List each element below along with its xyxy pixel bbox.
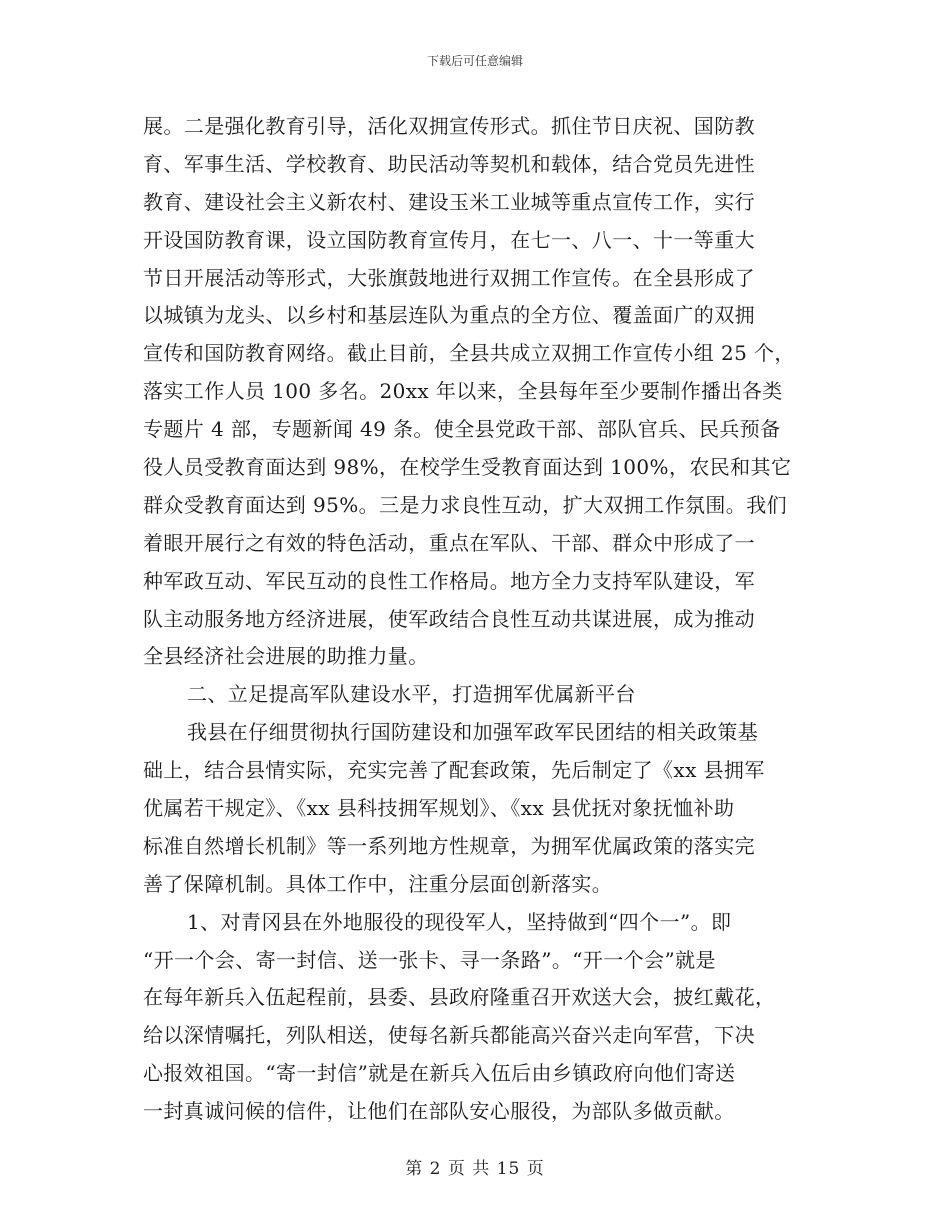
text-line: 节日开展活动等形式，大张旗鼓地进行双拥工作宣传。在全县形成了 [143, 265, 755, 290]
text-line: 二、立足提高军队建设水平，打造拥军优属新平台 [187, 682, 636, 707]
text-line: 专题片 4 部，专题新闻 49 条。使全县党政干部、部队官兵、民兵预备 [143, 417, 781, 442]
text-line: 宣传和国防教育网络。截止目前，全县共成立双拥工作宣传小组 25 个， [143, 341, 795, 366]
text-line: 善了保障机制。具体工作中，注重分层面创新落实。 [143, 871, 613, 896]
text-line: 标准自然增长机制》等一系列地方性规章，为拥军优属政策的落实完 [143, 833, 755, 858]
text-line: 给以深情嘱托，列队相送，使每名新兵都能高兴奋兴走向军营，下决 [143, 1023, 755, 1048]
text-line: 开设国防教育课，设立国防教育宣传月，在七一、八一、十一等重大 [143, 227, 755, 252]
text-line: 种军政互动、军民互动的良性工作格局。地方全力支持军队建设，军 [143, 568, 755, 593]
page-header-note: 下载后可任意编辑 [426, 54, 523, 68]
text-line: 在每年新兵入伍起程前，县委、县政府隆重召开欢送大会，披红戴花， [143, 985, 776, 1010]
text-line: “开一个会、寄一封信、送一张卡、寻一条路”。“开一个会”就是 [143, 947, 716, 972]
text-line: 础上，结合县情实际，充实完善了配套政策，先后制定了《xx 县拥军 [143, 758, 765, 783]
document-body [143, 108, 811, 1131]
text-line: 役人员受教育面达到 98%，在校学生受教育面达到 100%，农民和其它 [143, 455, 792, 480]
text-line: 群众受教育面达到 95%。三是力求良性互动，扩大双拥工作氛围。我们 [143, 492, 788, 517]
text-line: 全县经济社会进展的助推力量。 [143, 644, 429, 669]
text-line: 以城镇为龙头、以乡村和基层连队为重点的全方位、覆盖面广的双拥 [143, 303, 755, 328]
text-line: 教育、建设社会主义新农村、建设玉米工业城等重点宣传工作，实行 [143, 189, 755, 214]
text-line: 心报效祖国。“寄一封信”就是在新兵入伍后由乡镇政府向他们寄送 [143, 1061, 736, 1086]
text-line: 着眼开展行之有效的特色活动，重点在军队、干部、群众中形成了一 [143, 530, 755, 555]
text-line: 一封真诚问候的信件，让他们在部队安心服役，为部队多做贡献。 [143, 1099, 735, 1124]
text-line: 队主动服务地方经济进展，使军政结合良性互动共谋进展，成为推动 [143, 606, 755, 631]
text-line: 育、军事生活、学校教育、助民活动等契机和载体，结合党员先进性 [143, 151, 755, 176]
page-number: 第 2 页 共 15 页 [405, 1159, 545, 1179]
text-line: 展。二是强化教育引导，活化双拥宣传形式。抓住节日庆祝、国防教 [143, 114, 755, 138]
text-line: 优属若干规定》、《xx 县科技拥军规划》、《xx 县优抚对象抚恤补助 [143, 796, 735, 821]
text-line: 落实工作人员 100 多名。20xx 年以来，全县每年至少要制作播出各类 [143, 379, 783, 404]
text-line: 我县在仔细贯彻执行国防建设和加强军政军民团结的相关政策基 [187, 720, 759, 745]
text-line: 1、对青冈县在外地服役的现役军人，坚持做到“四个一”。即 [187, 909, 732, 934]
